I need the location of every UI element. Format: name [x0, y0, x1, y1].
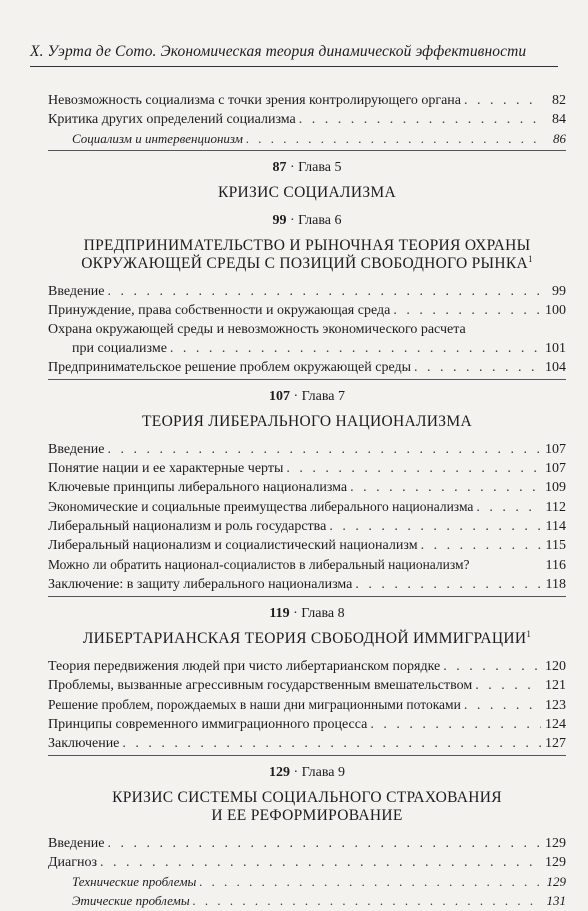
toc-entry[interactable] — [48, 479, 566, 497]
entry-text: Введение — [48, 284, 105, 299]
leader-dots — [443, 658, 541, 676]
page-number: 129 — [546, 874, 566, 889]
leader-dots — [475, 677, 541, 695]
entry-text: Либеральный национализм и социалистический национализм — [48, 538, 418, 553]
entry-text: Заключение: в защиту либерального национализма — [48, 577, 353, 592]
entry-text: 99 — [272, 213, 287, 228]
entry-text: Принципы современного иммиграционного процесса — [48, 717, 368, 732]
entry-text: Глава 8 — [301, 606, 345, 621]
page-number: 107 — [545, 442, 566, 457]
entry-text: при социализме — [72, 341, 167, 356]
leader-dots — [421, 537, 541, 555]
entry-text: Проблемы, вызванные агрессивным государственным вмешательством — [48, 678, 473, 693]
running-head: Х. Уэрта де Сото. Экономическая теория динамической эффективности — [30, 43, 527, 60]
entry-text: Критика других определений социализма — [48, 112, 296, 127]
leader-dots — [464, 92, 541, 110]
entry-text: Социализм и интервенционизм — [72, 131, 243, 146]
entry-text: Либеральный национализм и роль государства — [48, 519, 327, 534]
leader-dots — [100, 854, 541, 872]
toc-entry[interactable] — [48, 441, 566, 459]
leader-dots — [476, 499, 541, 517]
leader-dots — [299, 111, 541, 129]
entry-text: Принуждение, права собственности и окружающая среда — [48, 303, 391, 318]
section-rule — [48, 150, 566, 151]
chapter-number: 87 · Глава 5 — [272, 160, 342, 175]
toc-entry[interactable] — [48, 658, 566, 676]
entry-text: Предпринимательское решение проблем окружающей среды — [48, 360, 412, 375]
toc-entry[interactable] — [48, 716, 566, 734]
header-rule — [30, 66, 558, 67]
toc-entry[interactable] — [48, 735, 566, 753]
toc-entry[interactable] — [48, 302, 566, 320]
entry-text: КРИЗИС СОЦИАЛИЗМА — [218, 184, 396, 201]
page-number: 84 — [552, 112, 566, 127]
leader-dots — [246, 130, 541, 148]
leader-dots — [393, 302, 541, 320]
entry-text: Охрана окружающей среды и невозможность экономического расчета — [48, 322, 466, 337]
entry-text: ОКРУЖАЮЩЕЙ СРЕДЫ С ПОЗИЦИЙ СВОБОДНОГО РЫНКА — [81, 255, 528, 272]
entry-text: ТЕОРИЯ ЛИБЕРАЛЬНОГО НАЦИОНАЛИЗМА — [142, 413, 472, 430]
entry-text: Можно ли обратить национал-социалистов в либеральный национализм? — [48, 557, 470, 572]
page-number: 109 — [545, 480, 566, 495]
chapter-title[interactable] — [48, 413, 566, 431]
toc-entry[interactable] — [48, 537, 566, 555]
page-number: 120 — [545, 659, 566, 674]
entry-text: Технические проблемы — [72, 874, 197, 889]
leader-dots — [355, 576, 541, 594]
entry-text: КРИЗИС СИСТЕМЫ СОЦИАЛЬНОГО СТРАХОВАНИЯ — [112, 789, 502, 806]
entry-text: Ключевые принципы либерального национализма — [48, 480, 348, 495]
entry-text: Глава 6 — [298, 213, 342, 228]
toc-subentry[interactable] — [48, 892, 566, 910]
toc-entry[interactable] — [48, 835, 566, 853]
page-number: 107 — [545, 461, 566, 476]
toc-entry[interactable] — [48, 111, 566, 129]
leader-dots — [107, 835, 541, 853]
page-number: 86 — [553, 131, 566, 146]
page-number: 124 — [545, 717, 566, 732]
entry-text: ПРЕДПРИНИМАТЕЛЬСТВО И РЫНОЧНАЯ ТЕОРИЯ ОХРАНЫ — [83, 237, 531, 254]
section-rule — [48, 379, 566, 380]
leader-dots — [350, 479, 541, 497]
entry-text: Невозможность социализма с точки зрения контролирующего органа — [48, 93, 462, 108]
leader-dots — [414, 359, 541, 377]
chapter-number: 107 · Глава 7 — [268, 389, 346, 404]
entry-text: Глава 9 — [301, 765, 346, 780]
entry-text: ЛИБЕРТАРИАНСКАЯ ТЕОРИЯ СВОБОДНОЙ ИММИГРАЦИИ — [82, 630, 527, 647]
toc-subentry[interactable] — [48, 873, 566, 891]
entry-text: Глава 7 — [301, 389, 346, 404]
leader-dots — [286, 460, 541, 478]
page-number: 114 — [545, 519, 566, 534]
page-number: 118 — [545, 577, 566, 592]
footnote-mark: 1 — [526, 628, 532, 639]
toc-entry-continuation[interactable] — [48, 340, 566, 358]
leader-dots — [122, 735, 541, 753]
page-number: 116 — [545, 558, 566, 573]
page-number: 112 — [545, 500, 566, 515]
entry-text: 87 — [272, 160, 287, 175]
toc-entry[interactable] — [48, 677, 566, 695]
leader-dots — [199, 873, 541, 891]
leader-dots — [170, 340, 541, 358]
entry-text: 129 — [268, 765, 290, 780]
entry-text: Заключение — [48, 736, 120, 751]
entry-text: Введение — [48, 836, 105, 851]
entry-text: Экономические и социальные преимущества либерального национализма — [48, 499, 474, 514]
table-of-contents — [48, 92, 566, 911]
toc-entry[interactable] — [48, 576, 566, 594]
chapter-number: 129 · Глава 9 — [268, 765, 346, 780]
page-number: 127 — [545, 736, 566, 751]
entry-text: Этические проблемы — [72, 893, 190, 908]
page-number: 82 — [552, 93, 566, 108]
chapter-number: 99 · Глава 6 — [272, 213, 342, 228]
entry-text: Теория передвижения людей при чисто либертарианском порядке — [48, 659, 441, 674]
entry-text: 119 — [269, 606, 290, 621]
toc-entry[interactable] — [48, 321, 566, 339]
entry-text: Глава 5 — [298, 160, 342, 175]
entry-text: Диагноз — [48, 855, 98, 870]
chapter-title[interactable] — [48, 630, 566, 648]
entry-text: Решение проблем, порождаемых в наши дни миграционными потоками — [48, 697, 461, 712]
page-number: 115 — [545, 538, 566, 553]
page-number: 100 — [545, 303, 566, 318]
entry-text: И ЕЕ РЕФОРМИРОВАНИЕ — [211, 807, 403, 824]
leader-dots — [464, 697, 541, 715]
page-number: 104 — [545, 360, 566, 375]
toc-entry[interactable] — [48, 854, 566, 872]
footnote-mark: 1 — [527, 253, 533, 264]
toc-entry[interactable] — [48, 556, 566, 575]
chapter-title[interactable] — [48, 237, 566, 273]
toc-entry[interactable] — [48, 498, 566, 517]
toc-subentry[interactable] — [48, 130, 566, 148]
toc-entry[interactable] — [48, 92, 566, 110]
entry-text: Понятие нации и ее характерные черты — [48, 461, 284, 476]
chapter-title[interactable] — [48, 789, 566, 825]
page-number: 101 — [545, 341, 566, 356]
entry-text: 107 — [268, 389, 290, 404]
leader-dots — [370, 716, 541, 734]
page-number: 121 — [545, 678, 566, 693]
page-number: 99 — [552, 284, 566, 299]
chapter-title[interactable] — [48, 184, 566, 202]
leader-dots — [107, 283, 541, 301]
leader-dots — [107, 441, 541, 459]
toc-entry[interactable] — [48, 283, 566, 301]
toc-entry[interactable] — [48, 696, 566, 715]
toc-entry[interactable] — [48, 518, 566, 536]
toc-entry[interactable] — [48, 359, 566, 377]
chapter-number: 119 · Глава 8 — [269, 606, 345, 621]
leader-dots — [329, 518, 541, 536]
section-rule — [48, 755, 566, 756]
page-number: 123 — [545, 698, 566, 713]
page-number: 131 — [546, 893, 566, 908]
page-number: 129 — [545, 855, 566, 870]
section-rule — [48, 596, 566, 597]
page-number: 129 — [545, 836, 566, 851]
toc-entry[interactable] — [48, 460, 566, 478]
entry-text: Введение — [48, 442, 105, 457]
leader-dots — [193, 892, 541, 910]
